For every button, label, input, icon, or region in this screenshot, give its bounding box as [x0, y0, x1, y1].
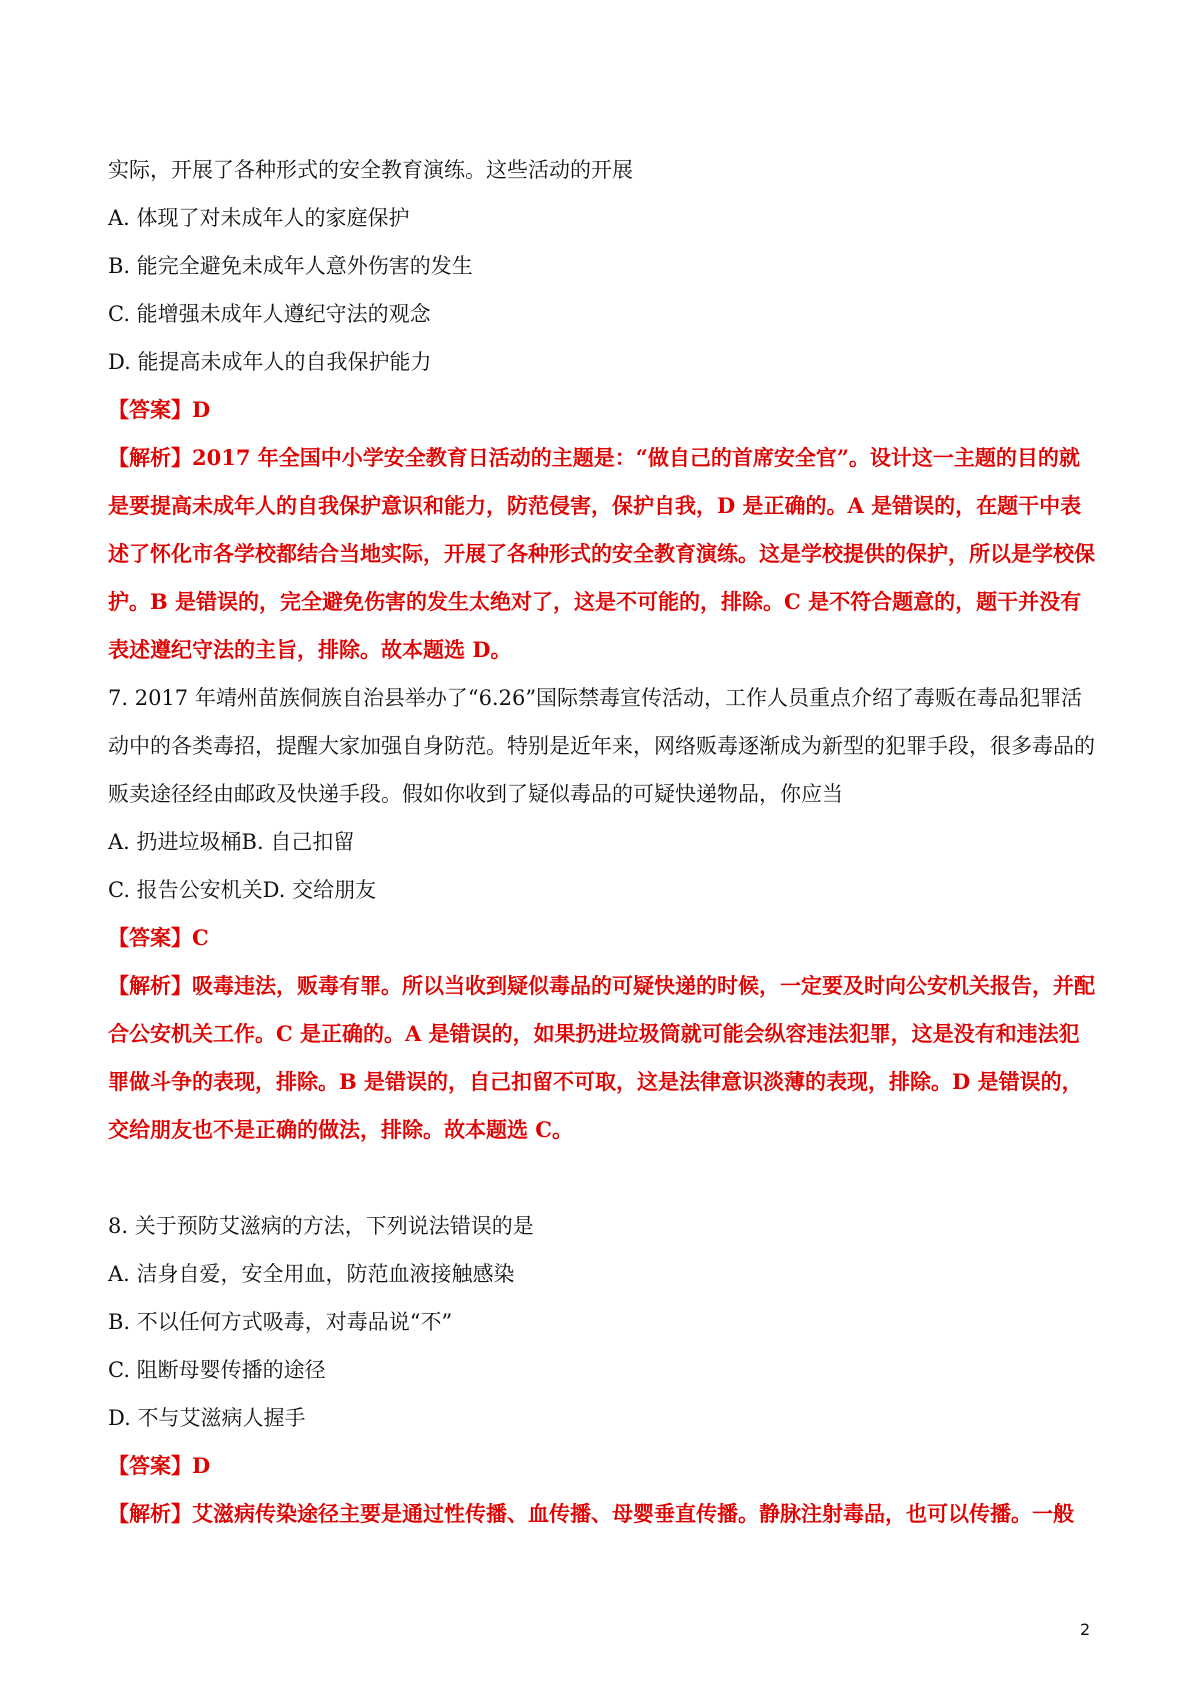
- analysis-text: 艾滋病传染途径主要是通过性传播、血传播、母婴垂直传播。静脉注射毒品，也可以传播。一般: [192, 1501, 1074, 1526]
- page-content: [108, 146, 1100, 1538]
- spacer: [108, 1154, 1100, 1202]
- q8-answer: [108, 1442, 1100, 1490]
- q6-stem-tail: 实际，开展了各种形式的安全教育演练。这些活动的开展: [108, 158, 633, 182]
- q8-option-a: A. 洁身自爱，安全用血，防范血液接触感染: [108, 1262, 515, 1286]
- analysis-label: 【解析】: [108, 445, 192, 470]
- analysis-text: 2017 年全国中小学安全教育日活动的主题是：“做自己的首席安全官”。设计这一主题的目的就是要提高未成年人的自我保护意识和能力，防范侵害，保护自我，D 是正确的。A 是错误的，在题干中表述了怀化市各学校都结合当地实际，开展了各种形式的安全教育演练。这是学校提供的保护，所以是学校保护。B 是错误的，完全避免伤害的发生太绝对了，这是不可能的，排除。C 是不符合题意的，题干并没有表述遵纪守法的主旨，排除。故本题选 D。: [108, 445, 1095, 662]
- q6-option-c: C. 能增强未成年人遵纪守法的观念: [108, 302, 431, 326]
- q7-stem: 7. 2017 年靖州苗族侗族自治县举办了“6.26”国际禁毒宣传活动，工作人员重点介绍了毒贩在毒品犯罪活动中的各类毒招，提醒大家加强自身防范。特别是近年来，网络贩毒逐渐成为新型的犯罪手段，很多毒品的贩卖途径经由邮政及快递手段。假如你收到了疑似毒品的可疑快递物品，你应当: [108, 686, 1095, 806]
- q7-option-b: B. 自己扣留: [241, 830, 355, 854]
- q7-answer: [108, 914, 1100, 962]
- answer-value: C: [192, 925, 209, 950]
- q7-option-c: C. 报告公安机关: [108, 878, 263, 902]
- analysis-label: 【解析】: [108, 1501, 192, 1526]
- q7-analysis: [108, 962, 1100, 1154]
- q8-option-b: B. 不以任何方式吸毒，对毒品说“不”: [108, 1310, 453, 1334]
- q7-option-a: A. 扔进垃圾桶: [108, 830, 242, 854]
- page-number: 2: [1080, 1620, 1091, 1639]
- answer-label: 【答案】: [108, 1453, 192, 1478]
- q7-options-row-2: [108, 866, 1100, 914]
- q7-options-row-1: [108, 818, 1100, 866]
- answer-label: 【答案】: [108, 397, 192, 422]
- analysis-text: 吸毒违法，贩毒有罪。所以当收到疑似毒品的可疑快递的时候，一定要及时向公安机关报告，并配合公安机关工作。C 是正确的。A 是错误的，如果扔进垃圾筒就可能会纵容违法犯罪，这是没有和违法犯罪做斗争的表现，排除。B 是错误的，自己扣留不可取，这是法律意识淡薄的表现，排除。D 是错误的，交给朋友也不是正确的做法，排除。故本题选 C。: [108, 973, 1095, 1142]
- analysis-label: 【解析】: [108, 973, 192, 998]
- answer-value: D: [192, 1453, 211, 1478]
- q6-analysis: [108, 434, 1100, 674]
- q8-option-d: D. 不与艾滋病人握手: [108, 1406, 306, 1430]
- q6-option-b: B. 能完全避免未成年人意外伤害的发生: [108, 254, 473, 278]
- q8-analysis: [108, 1490, 1100, 1538]
- answer-label: 【答案】: [108, 925, 192, 950]
- q8-option-c: C. 阻断母婴传播的途径: [108, 1358, 326, 1382]
- answer-value: D: [192, 397, 211, 422]
- q6-option-d: D. 能提高未成年人的自我保护能力: [108, 350, 432, 374]
- q7-option-d: D. 交给朋友: [262, 878, 377, 902]
- q6-answer: [108, 386, 1100, 434]
- q8-stem: 8. 关于预防艾滋病的方法，下列说法错误的是: [108, 1214, 534, 1238]
- q6-option-a: A. 体现了对未成年人的家庭保护: [108, 206, 410, 230]
